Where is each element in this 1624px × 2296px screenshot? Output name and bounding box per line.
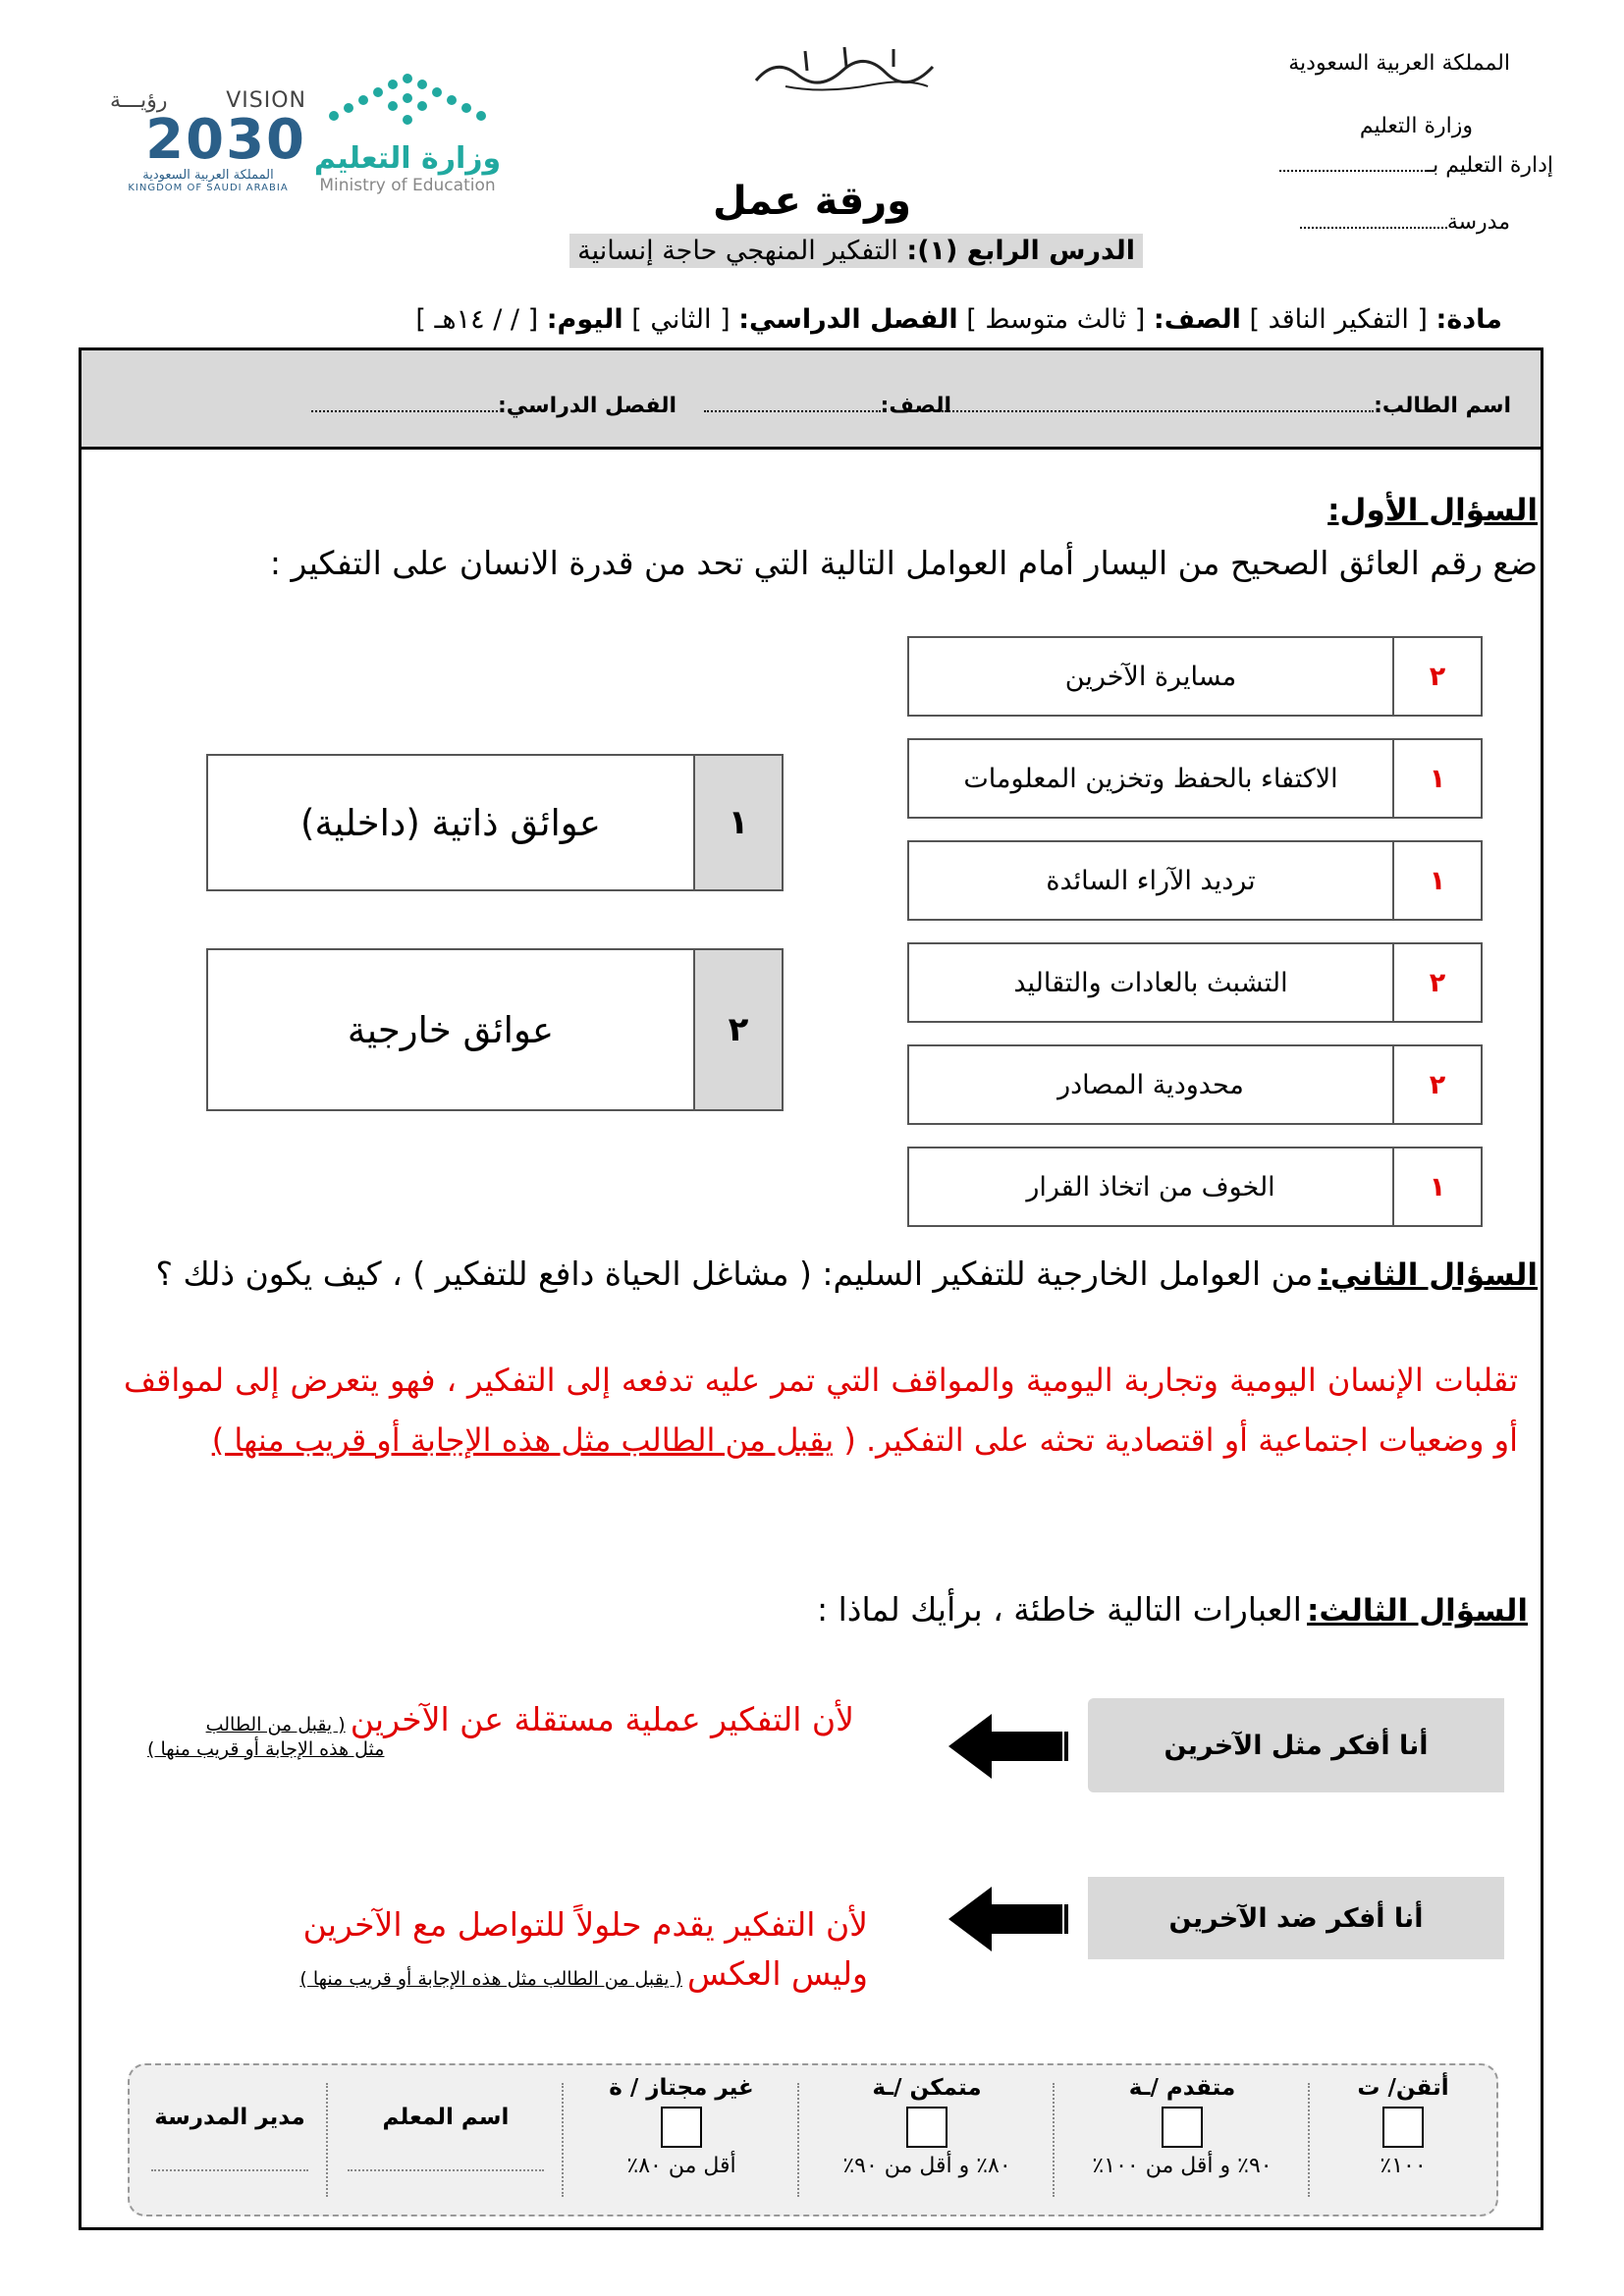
- lesson-heading: الدرس الرابع (١): التفكير المنهجي حاجة إنسانية: [569, 236, 1143, 266]
- q3-heading: السؤال الثالث:: [1307, 1593, 1528, 1629]
- q2-prompt: من العوامل الخارجية للتفكير السليم: ( مشاغل الحياة دافع للتفكير ) ، كيف يكون ذلك ؟: [155, 1255, 1314, 1293]
- grade-proficient[interactable]: متمكن /ـة ٨٠٪ و أقل من ٩٠٪: [842, 2075, 1011, 2178]
- grade-mastered[interactable]: أتقن/ ت ١٠٠٪: [1357, 2075, 1449, 2178]
- arrow-left-icon: [948, 1714, 1072, 1779]
- grade-advanced[interactable]: متقدم /ـة ٩٠٪ و أقل من ١٠٠٪: [1092, 2075, 1272, 2178]
- worksheet-meta: مادة: [ التفكير الناقد ] الصف: [ ثالث متوسط ] الفصل الدراسي: [ الثاني ] اليوم: [ / / ١٤هـ ]: [415, 304, 1502, 335]
- q1-answer-num[interactable]: ٢: [1392, 944, 1481, 1021]
- q1-factor-text: ترديد الآراء السائدة: [1046, 865, 1256, 896]
- q1-answer-num[interactable]: ١: [1392, 740, 1481, 817]
- q1-prompt: ضع رقم العائق الصحيح من اليسار أمام العوامل التالية التي تحد من قدرة الانسان على التفكير :: [269, 544, 1538, 582]
- page-title: ورقة عمل: [712, 179, 912, 224]
- student-term-field[interactable]: الفصل الدراسي:: [311, 394, 677, 418]
- principal-name-field[interactable]: مدير المدرسة: [141, 2105, 318, 2171]
- student-info-bar: [81, 350, 1541, 450]
- q1-factor-text: محدودية المصادر: [1057, 1069, 1244, 1100]
- grading-panel: [128, 2063, 1498, 2216]
- q1-factor-row[interactable]: [907, 636, 1483, 717]
- q1-factor-row[interactable]: [907, 1147, 1483, 1227]
- basmala-calligraphy: [746, 37, 943, 96]
- kingdom-label: المملكة العربية السعودية: [1288, 51, 1510, 76]
- q1-answer-num[interactable]: ٢: [1392, 1046, 1481, 1123]
- q1-factor-text: الاكتفاء بالحفظ وتخزين المعلومات: [963, 763, 1338, 794]
- student-name-field[interactable]: اسم الطالب:: [942, 394, 1511, 418]
- q3-statement-banner: أنا أفكر مثل الآخرين: [1088, 1698, 1504, 1792]
- q1-factor-text: الخوف من اتخاذ القرار: [1026, 1171, 1275, 1202]
- q1-category-external: ٢ عوائق خارجية: [206, 948, 784, 1111]
- arrow-left-icon: [948, 1887, 1072, 1951]
- q1-category-internal: ١ عوائق ذاتية (داخلية): [206, 754, 784, 891]
- q1-factor-row[interactable]: [907, 840, 1483, 921]
- q3-statement-banner: أنا أفكر ضد الآخرين: [1088, 1877, 1504, 1959]
- teacher-name-field[interactable]: اسم المعلم: [338, 2105, 554, 2171]
- q1-factor-row[interactable]: [907, 1044, 1483, 1125]
- q1-factor-text: التشبث بالعادات والتقاليد: [1013, 967, 1288, 998]
- q1-answer-num[interactable]: ١: [1392, 1148, 1481, 1225]
- q3-answer-1[interactable]: لأن التفكير عملية مستقلة عن الآخرين ( يقبل من الطالب مثل هذه الإجابة أو قريب منها ): [147, 1700, 854, 1760]
- q1-factor-row[interactable]: [907, 942, 1483, 1023]
- q1-answer-num[interactable]: ١: [1392, 842, 1481, 919]
- vision-2030-logo: VISION رؤيـــة 2030 المملكة العربية السعودية KINGDOM OF SAUDI ARABIA: [110, 88, 306, 193]
- q3-line: [817, 1590, 1528, 1629]
- moe-logo: وزارة التعليم Ministry of Education: [304, 69, 511, 226]
- q1-factor-list: [907, 636, 1483, 1227]
- grade-checkbox[interactable]: [661, 2107, 702, 2148]
- q3-prompt: العبارات التالية خاطئة ، برأيك لماذا :: [816, 1590, 1302, 1629]
- grade-checkbox[interactable]: [1162, 2107, 1203, 2148]
- q1-factor-row[interactable]: [907, 738, 1483, 819]
- grade-checkbox[interactable]: [1382, 2107, 1424, 2148]
- q2-answer[interactable]: تقلبات الإنسان اليومية وتجاربة اليومية والمواقف التي تمر عليه تدفعه إلى التفكير ، فهو يتعرض إلى لمواقف أو وضعيات اجتماعية أو اقتصادية تحثه على التفكير. ( يقبل من الطالب مثل هذه الإجابة أو قريب منها ): [124, 1362, 1518, 1459]
- q2-line: [156, 1255, 1538, 1293]
- q1-answer-num[interactable]: ٢: [1392, 638, 1481, 715]
- ministry-label: وزارة التعليم: [1359, 114, 1473, 138]
- q3-answer-2[interactable]: لأن التفكير يقدم حلولاً للتواصل مع الآخرين وليس العكس ( يقبل من الطالب مثل هذه الإجابة أو قريب منها ): [299, 1905, 868, 1993]
- student-grade-field[interactable]: الصف:: [704, 394, 951, 418]
- q1-factor-text: مسايرة الآخرين: [1064, 661, 1237, 692]
- admin-field[interactable]: إدارة التعليم بـ: [1279, 153, 1553, 178]
- q2-heading: السؤال الثاني:: [1318, 1257, 1538, 1293]
- grade-not-passed[interactable]: غير مجتاز / ة أقل من ٨٠٪: [609, 2075, 754, 2178]
- moe-dots-icon: [304, 69, 511, 137]
- grade-checkbox[interactable]: [906, 2107, 947, 2148]
- q1-heading: السؤال الأول:: [1327, 493, 1538, 528]
- school-field[interactable]: مدرسة: [1300, 210, 1510, 235]
